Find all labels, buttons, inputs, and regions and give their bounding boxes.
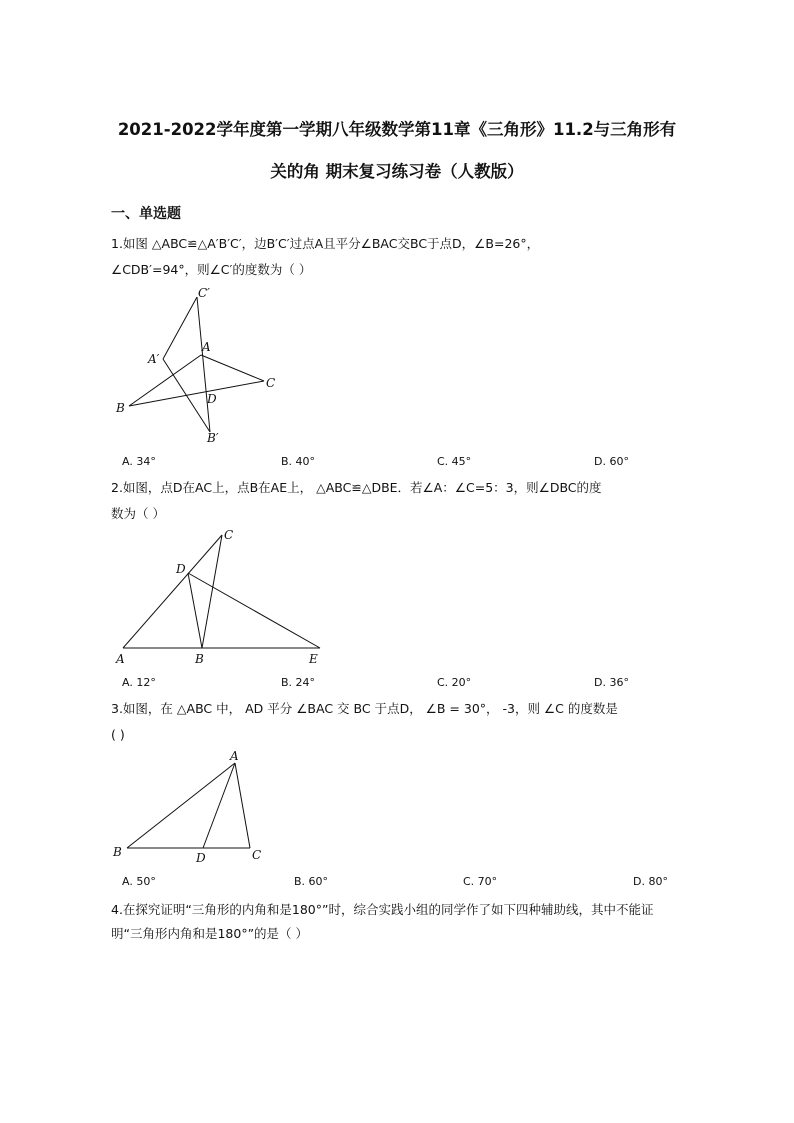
question-3-line2: ( ) [111,727,125,742]
question-1-line1: 1.如图 △ABC≌△A′B′C′，边B′C′过点A且平分∠BAC交BC于点D，∠B=26°， [111,236,540,251]
label-d: D [196,851,206,865]
section-heading: 一、单选题 [111,206,181,222]
question-2-option-b[interactable]: B. 24° [281,676,316,689]
segment-a-c [201,355,264,381]
label-b: B [116,401,125,415]
label-a-prime: A′ [148,352,160,366]
segment-a-c [123,535,222,648]
question-3-option-a[interactable]: A. 50° [122,875,156,888]
question-4-line2: 明“三角形内角和是180°”的是（ ） [111,926,309,941]
label-a: A [116,652,125,666]
question-3-option-b[interactable]: B. 60° [294,875,329,888]
question-1-figure [110,285,290,455]
label-b-prime: B′ [207,431,219,445]
question-2-line2: 数为（ ） [111,506,165,521]
question-1-option-c[interactable]: C. 45° [437,455,472,468]
label-d: D [207,392,217,406]
label-a: A [202,340,211,354]
label-e: E [309,652,318,666]
question-1-option-b[interactable]: B. 40° [281,455,316,468]
segment-a1-c1 [163,297,197,359]
question-3-option-c[interactable]: C. 70° [463,875,498,888]
segment-b-c [202,535,222,648]
question-4-line1: 4.在探究证明“三角形的内角和是180°”时，综合实践小组的同学作了如下四种辅助线，其中不能证 [111,902,654,917]
question-3-figure [110,745,280,870]
question-2-option-a[interactable]: A. 12° [122,676,156,689]
document-title-line2: 关的角 期末复习练习卷（人教版） [270,162,524,181]
document-title-line1: 2021-2022学年度第一学期八年级数学第11章《三角形》11.2与三角形有 [117,120,677,139]
question-2-line1: 2.如图，点D在AC上，点B在AE上， △ABC≌△DBE．若∠A：∠C=5：3，则∠DBC的度 [111,480,602,495]
question-2-option-d[interactable]: D. 36° [594,676,629,689]
label-b: B [195,652,204,666]
label-c: C [224,528,234,542]
question-1-line2: ∠CDB′=94°，则∠C′的度数为（ ） [111,262,312,277]
question-3-line1: 3.如图，在 △ABC 中， AD 平分 ∠BAC 交 BC 于点D， ∠B = 30°， -3，则 ∠C 的度数是 [111,701,618,716]
label-a: A [230,749,239,763]
segment-d-e [188,573,320,648]
question-2-option-c[interactable]: C. 20° [437,676,472,689]
segment-a-c [235,763,250,848]
segment-d-b [188,573,202,648]
segment-c1-b1 [197,297,210,432]
label-c: C [266,376,276,390]
label-c-prime: C′ [198,286,210,300]
question-3-option-d[interactable]: D. 80° [633,875,668,888]
segment-b-c [129,381,264,406]
label-b: B [113,845,122,859]
question-1-option-a[interactable]: A. 34° [122,455,156,468]
question-2-figure [110,525,335,670]
label-c: C [252,848,262,862]
label-d: D [176,562,186,576]
question-1-option-d[interactable]: D. 60° [594,455,629,468]
